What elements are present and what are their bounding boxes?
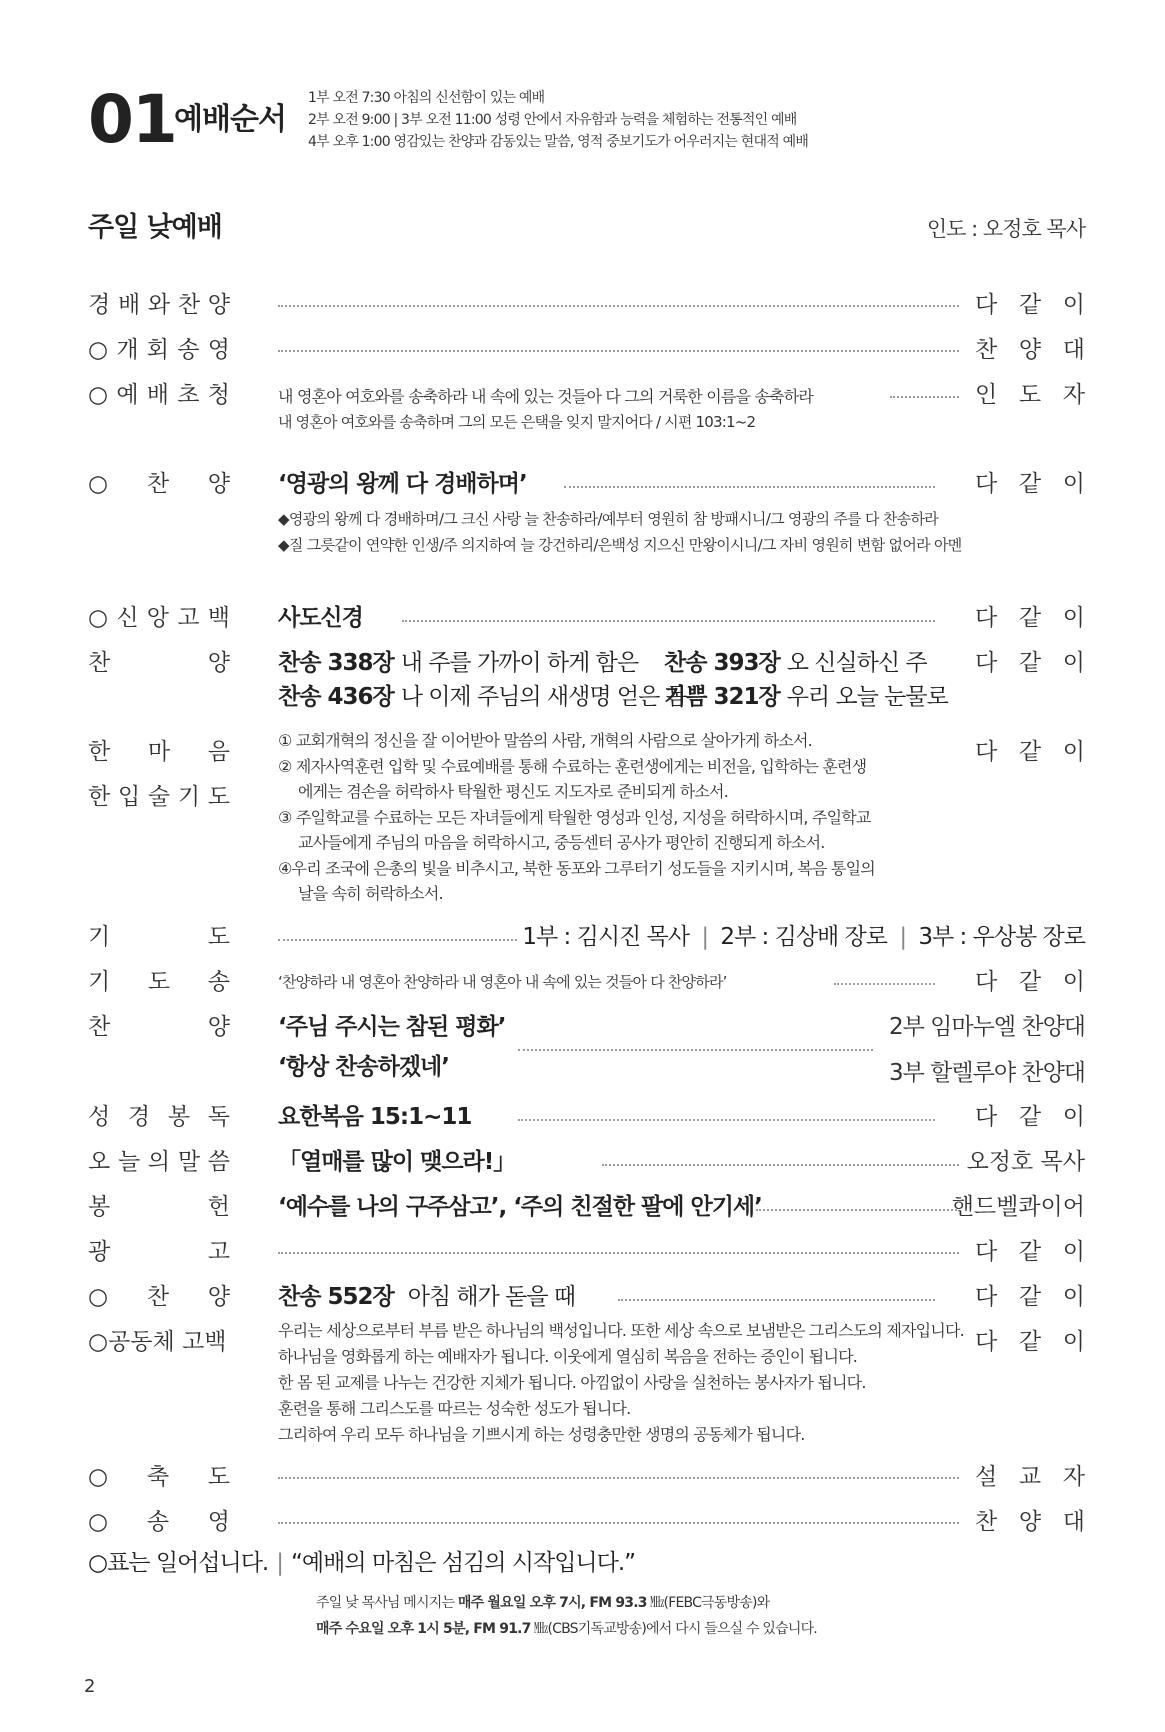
dot-leader: [278, 1477, 959, 1479]
service-time-2: 2부 오전 9:00 | 3부 오전 11:00 성령 안에서 자유함과 능력을 체험하는 전통적인 예배: [308, 112, 797, 128]
hymn-2: 찬송 393장 오 신실하신 주: [664, 650, 927, 676]
prayer-topic-3: ③ 주일학교를 수료하는 모든 자녀들에게 탁월한 영성과 인성, 지성을 허락하시며, 주일학교: [278, 807, 871, 827]
label-closing-song: ○ 송 영: [88, 1509, 230, 1535]
prayer-topics: [278, 728, 938, 907]
right-praise-3: 다 같 이: [975, 1284, 1085, 1310]
dot-leader: [518, 1049, 873, 1051]
prayer-topic-2-cont: 에게는 겸손을 허락하사 탁월한 평신도 지도자로 준비되게 하소서.: [298, 782, 729, 801]
sermon-title: 「열매를 많이 맺으라!」: [278, 1149, 516, 1175]
prayer-topic-3-cont: 교사들에게 주님의 마음을 허락하시고, 중등센터 공사가 평안히 진행되게 하소서.: [298, 833, 825, 852]
prayer-topic-1: ① 교회개혁의 정신을 잘 이어받아 말씀의 사람, 개혁의 사람으로 살아가게 하소서.: [278, 731, 812, 750]
label-praise-3: ○ 찬 양: [88, 1284, 230, 1310]
right-notice: 다 같 이: [975, 1239, 1085, 1265]
dot-leader: [756, 1209, 957, 1211]
label-prayer: 기 도: [88, 924, 230, 950]
dot-leader: [602, 1164, 959, 1166]
section-number: 01: [88, 81, 176, 158]
dot-leader: [564, 486, 935, 488]
label-benediction: ○ 축 도: [88, 1464, 230, 1490]
prayer-leader-1: 1부 : 김시진 목사: [522, 924, 689, 950]
creed-title: 사도신경: [278, 605, 363, 631]
closing-note: ○표는 일어섭니다. | “예배의 마침은 섬김의 시작입니다.”: [88, 1550, 636, 1576]
label-community: ○공동체 고백: [88, 1329, 227, 1355]
label-prayer-song: 기 도 송: [88, 969, 230, 995]
right-call: 인 도 자: [975, 382, 1085, 408]
broadcast-info: [316, 1590, 817, 1642]
label-hymn: 찬 양: [88, 650, 230, 676]
offering-text: ‘예수를 나의 구주삼고’, ‘주의 친절한 팔에 안기세’: [278, 1194, 762, 1220]
right-sermon: 오정호 목사: [966, 1149, 1085, 1175]
praise-2-choir-1: 2부 임마누엘 찬양대: [889, 1014, 1085, 1040]
label-notice: 광 고: [88, 1239, 230, 1265]
section-title: 예배순서: [174, 102, 286, 137]
right-opening: 찬 양 대: [975, 337, 1085, 363]
call-text-1: 내 영혼아 여호와를 송축하라 내 속에 있는 것들아 다 그의 거룩한 이름을 송축하라: [278, 387, 814, 406]
praise-3-hymn: 찬송 552장 아침 해가 돋을 때: [278, 1284, 576, 1310]
label-praise-1: ○ 찬 양: [88, 471, 230, 497]
broadcast-line-1: 주일 낮 목사님 메시지는 매주 월요일 오후 7시, FM 93.3 ㎒(FEBC극동방송)와: [316, 1595, 770, 1611]
right-reading: 다 같 이: [975, 1104, 1085, 1130]
praise-1-lyric-1: ◆영광의 왕께 다 경배하며/그 크신 사랑 늘 찬송하라/예부터 영원히 참 방패시니/그 영광의 주를 다 찬송하라: [278, 510, 939, 528]
broadcast-line-2: 매주 수요일 오후 1시 5분, FM 91.7 ㎒(CBS기독교방송)에서 다시 들으실 수 있습니다.: [316, 1621, 817, 1637]
prayer-topic-4: ④우리 조국에 은총의 빛을 비추시고, 북한 동포와 그루터기 성도들을 지키시며, 복음 통일의: [278, 858, 875, 878]
right-community: 다 같 이: [975, 1329, 1085, 1355]
right-benediction: 설 교 자: [975, 1464, 1085, 1490]
prayer-song-text: ‘찬양하라 내 영혼아 찬양하라 내 영혼아 내 속에 있는 것들아 다 찬양하라’: [278, 973, 727, 991]
label-creed: ○ 신 앙 고 백: [88, 605, 230, 631]
community-confession: [278, 1318, 964, 1448]
prayer-topic-2: ② 제자사역훈련 입학 및 수료예배를 통해 수료하는 훈련생에게는 비전을, 입학하는 훈련생: [278, 756, 867, 776]
dot-leader: [278, 305, 959, 307]
hymn-1: 찬송 338장 내 주를 가까이 하게 함은: [278, 650, 639, 676]
prayer-leader-3: 3부 : 우상봉 장로: [918, 924, 1085, 950]
label-praise-2: 찬 양: [88, 1014, 230, 1040]
service-time-3: 4부 오후 1:00 영감있는 찬양과 감동있는 말씀, 영적 중보기도가 어우러지는 현대적 예배: [308, 134, 809, 150]
confession-line-5: 그리하여 우리 모두 하나님을 기쁘시게 하는 성령충만한 생명의 공동체가 됩니다.: [278, 1425, 805, 1444]
stand-note: ○표는 일어섭니다.: [88, 1550, 269, 1576]
praise-2-song-1: ‘주님 주시는 참된 평화’: [278, 1014, 506, 1040]
right-one-mind: 다 같 이: [975, 739, 1085, 765]
right-praise-1: 다 같 이: [975, 471, 1085, 497]
label-worship: 경 배 와 찬 양: [88, 292, 230, 318]
praise-1-title: ‘영광의 왕께 다 경배하며’: [278, 471, 527, 497]
confession-line-3: 한 몸 된 교제를 나누는 건강한 지체가 됩니다. 아낌없이 사랑을 실천하는 봉사자가 됩니다.: [278, 1373, 866, 1392]
service-times: [308, 87, 928, 153]
praise-1-lyric-2: ◆질 그릇같이 연약한 인생/주 의지하여 늘 강건하리/은백성 지으신 만왕이시니/그 자비 영원히 변함 없어라 아멘: [278, 536, 962, 554]
label-offering: 봉 헌: [88, 1194, 230, 1220]
dot-leader: [278, 350, 959, 352]
label-sermon: 오 늘 의 말 씀: [88, 1149, 230, 1175]
service-leader: 인도 : 오정호 목사: [926, 217, 1085, 241]
right-hymn: 다 같 이: [975, 650, 1085, 676]
right-worship: 다 같 이: [975, 292, 1085, 318]
label-opening: ○ 개 회 송 영: [88, 337, 230, 363]
confession-line-4: 훈련을 통해 그리스도를 따르는 성숙한 성도가 됩니다.: [278, 1399, 631, 1418]
label-call: ○ 예 배 초 청: [88, 382, 230, 408]
dot-leader: [518, 1119, 935, 1121]
service-title: 주일 낮예배: [88, 212, 222, 243]
page-number: 2: [84, 1676, 96, 1697]
prayer-leaders: 1부 : 김시진 목사 | 2부 : 김상배 장로 | 3부 : 우상봉 장로: [522, 924, 1085, 950]
label-reading: 성 경 봉 독: [88, 1104, 230, 1130]
right-closing-song: 찬 양 대: [975, 1509, 1085, 1535]
label-one-mind: 한 마 음: [88, 739, 230, 765]
dot-leader: [834, 983, 935, 985]
dot-leader: [618, 1299, 935, 1301]
praise-2-song-2: ‘항상 찬송하겠네’: [278, 1054, 450, 1080]
call-text-2: 내 영혼아 여호와를 송축하며 그의 모든 은택을 잊지 말지어다 / 시편 103:1~2: [278, 413, 756, 431]
reading-text: 요한복음 15:1~11: [278, 1104, 472, 1130]
prayer-topic-4-cont: 날을 속히 허락하소서.: [298, 884, 443, 903]
closing-quote: “예배의 마침은 섬김의 시작입니다.”: [290, 1550, 636, 1576]
hymn-4: 기쁨 321장 우리 오늘 눈물로: [664, 684, 948, 710]
dot-leader: [890, 396, 959, 398]
label-one-lip: 한 입 술 기 도: [88, 784, 230, 810]
confession-line-2: 하나님을 영화롭게 하는 예배자가 됩니다. 이웃에게 열심히 복음을 전하는 증인이 됩니다.: [278, 1347, 858, 1366]
prayer-leader-2: 2부 : 김상배 장로: [720, 924, 887, 950]
praise-2-choir-2: 3부 할렐루야 찬양대: [889, 1060, 1085, 1086]
hymn-3: 찬송 436장 나 이제 주님의 새생명 얻은 몸: [278, 684, 687, 710]
dot-leader: [278, 939, 517, 941]
right-prayer-song: 다 같 이: [975, 969, 1085, 995]
service-time-1: 1부 오전 7:30 아침의 신선함이 있는 예배: [308, 90, 545, 106]
dot-leader: [402, 620, 935, 622]
right-creed: 다 같 이: [975, 605, 1085, 631]
dot-leader: [278, 1522, 959, 1524]
right-offering: 핸드벨콰이어: [951, 1194, 1085, 1220]
confession-line-1: 우리는 세상으로부터 부름 받은 하나님의 백성입니다. 또한 세상 속으로 보냄받은 그리스도의 제자입니다.: [278, 1321, 964, 1340]
dot-leader: [278, 1252, 959, 1254]
